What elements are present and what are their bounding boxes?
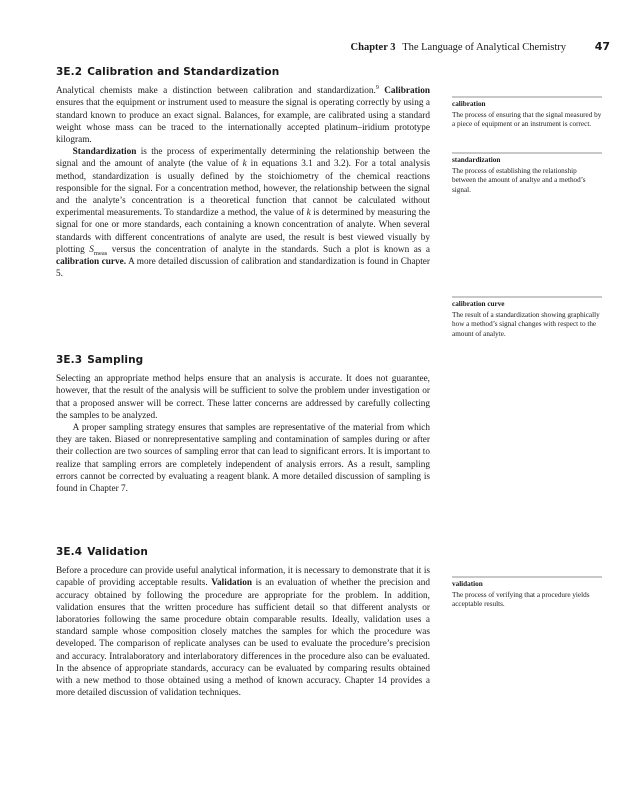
section-calibration xyxy=(56,66,430,280)
running-head xyxy=(0,40,610,53)
margin-note-calibration-curve xyxy=(452,296,602,339)
section-sampling xyxy=(56,354,430,495)
paragraph: Selecting an appropriate method helps ensure that an analysis is accurate. It does not guarantee, however, that the result of the analysis will be sufficient to solve the problem under investigation or that a proposed answer will be correct. These latter concerns are addressed by carefully collecting the samples to be analyzed. xyxy=(56,374,430,421)
variable-k: k xyxy=(306,208,311,219)
margin-note-term: calibration curve xyxy=(452,300,505,308)
variable-subscript: meas xyxy=(93,249,108,257)
page-number: 47 xyxy=(594,40,610,53)
paragraph: A proper sampling strategy ensures that samples are representative of the material from which they are taken. Biased or nonrepresentative sampling and contamination of samples during or after their collection are two sources of sampling error that can lead to significant errors. It is important to realize that sampling errors are completely independent of analysis errors. As a result, sampling errors cannot be corrected by evaluating a reagent blank. A more detailed discussion of sampling is found in Chapter 7. xyxy=(56,423,430,495)
text-run: Analytical chemists make a distinction between calibration and standardization. xyxy=(56,86,376,97)
variable-k: k xyxy=(242,159,247,170)
margin-note-definition: The process of establishing the relationship between the amount of analtye and a method’s signal. xyxy=(452,166,586,194)
section-title: Validation xyxy=(87,546,148,558)
section-number: 3E.2 xyxy=(56,66,83,78)
footnote-ref: 9 xyxy=(375,85,379,92)
paragraph xyxy=(56,85,430,146)
paragraph xyxy=(56,146,430,280)
section-title: Sampling xyxy=(87,354,144,366)
margin-note-term: calibration xyxy=(452,100,486,108)
key-term-standardization: Standardization xyxy=(72,147,137,158)
key-term-validation: Validation xyxy=(211,578,253,589)
text-run: is an evaluation of whether the precision and accuracy obtained by following the procedure are appropriate for the problem. In addition, validation ensures that the written procedure has sufficient detail so that different analysts or laboratories following the same procedure obtain comparable results. Ideally, validation uses a standard sample whose composition closely matches the samples for which the procedure was developed. The comparison of replicate analyses can be used to evaluate the procedure’s precision and accuracy. Intralaboratory and interlaboratory differences in the procedure also can be evaluated. In the absence of appropriate standards, accuracy can be evaluated by comparing results obtained with a new method to those obtained using a method of known accuracy. Chapter 14 provides a more detailed discussion of validation techniques. xyxy=(56,578,430,699)
text-run: is the process of experimentally determining the relationship between the signal and the amount of analyte (the value of xyxy=(56,147,430,170)
key-term-calibration: Calibration xyxy=(384,86,430,97)
section-validation xyxy=(56,546,430,699)
margin-note-standardization xyxy=(452,152,602,195)
variable-s: S xyxy=(89,244,94,255)
section-heading xyxy=(56,354,430,366)
margin-note-calibration xyxy=(452,96,602,130)
chapter-label: Chapter 3 xyxy=(350,42,396,53)
margin-note-definition: The process of verifying that a procedure yields acceptable results. xyxy=(452,590,590,609)
margin-note-validation xyxy=(452,576,602,610)
section-title: Calibration and Standardization xyxy=(87,66,280,78)
margin-note-definition: The process of ensuring that the signal measured by a piece of equipment or an instrument is correct. xyxy=(452,110,602,129)
text-run: Before a procedure can provide useful analytical information, it is necessary to demonstrate that it is capable of providing acceptable results. xyxy=(56,566,430,589)
margin-note-term: standardization xyxy=(452,156,501,164)
text-run: versus the concentration of analyte in the standards. Such a plot is known as a xyxy=(107,244,430,255)
section-heading xyxy=(56,66,430,78)
margin-note-definition: The result of a standardization showing graphically how a method’s signal changes with respect to the amount of analyte. xyxy=(452,310,600,338)
paragraph xyxy=(56,565,430,699)
section-number: 3E.4 xyxy=(56,546,83,558)
text-run: is determined by measuring the signal for one or more standards, each containing a known concentration of analyte. When several standards with different concentrations of analyte are used, the result is best viewed visually by plotting xyxy=(56,208,430,255)
section-number: 3E.3 xyxy=(56,354,83,366)
margin-note-term: validation xyxy=(452,580,483,588)
chapter-title: The Language of Analytical Chemistry xyxy=(402,42,567,53)
key-term-calibration-curve: calibration curve. xyxy=(56,257,127,268)
text-run: ensures that the equipment or instrument used to measure the signal is operating correctly by using a standard known to produce an exact signal. Balances, for example, are calibrated using a standard weight whose mass can be traced to the internationally accepted platinum–iridium prototype kilogram. xyxy=(56,98,430,146)
section-heading xyxy=(56,546,430,558)
text-run: A more detailed discussion of calibration and standardization is found in Chapter 5. xyxy=(56,257,430,280)
text-run: in equations 3.1 and 3.2). For a total analysis method, standardization is usually defined by the stoichiometry of the chemical reactions responsible for the signal. For a concentration method, however, the relationship between the signal and the analyte’s concentration is a theoretical function that cannot be calculated without experimental measurements. To standardize a method, the value of xyxy=(56,159,431,219)
